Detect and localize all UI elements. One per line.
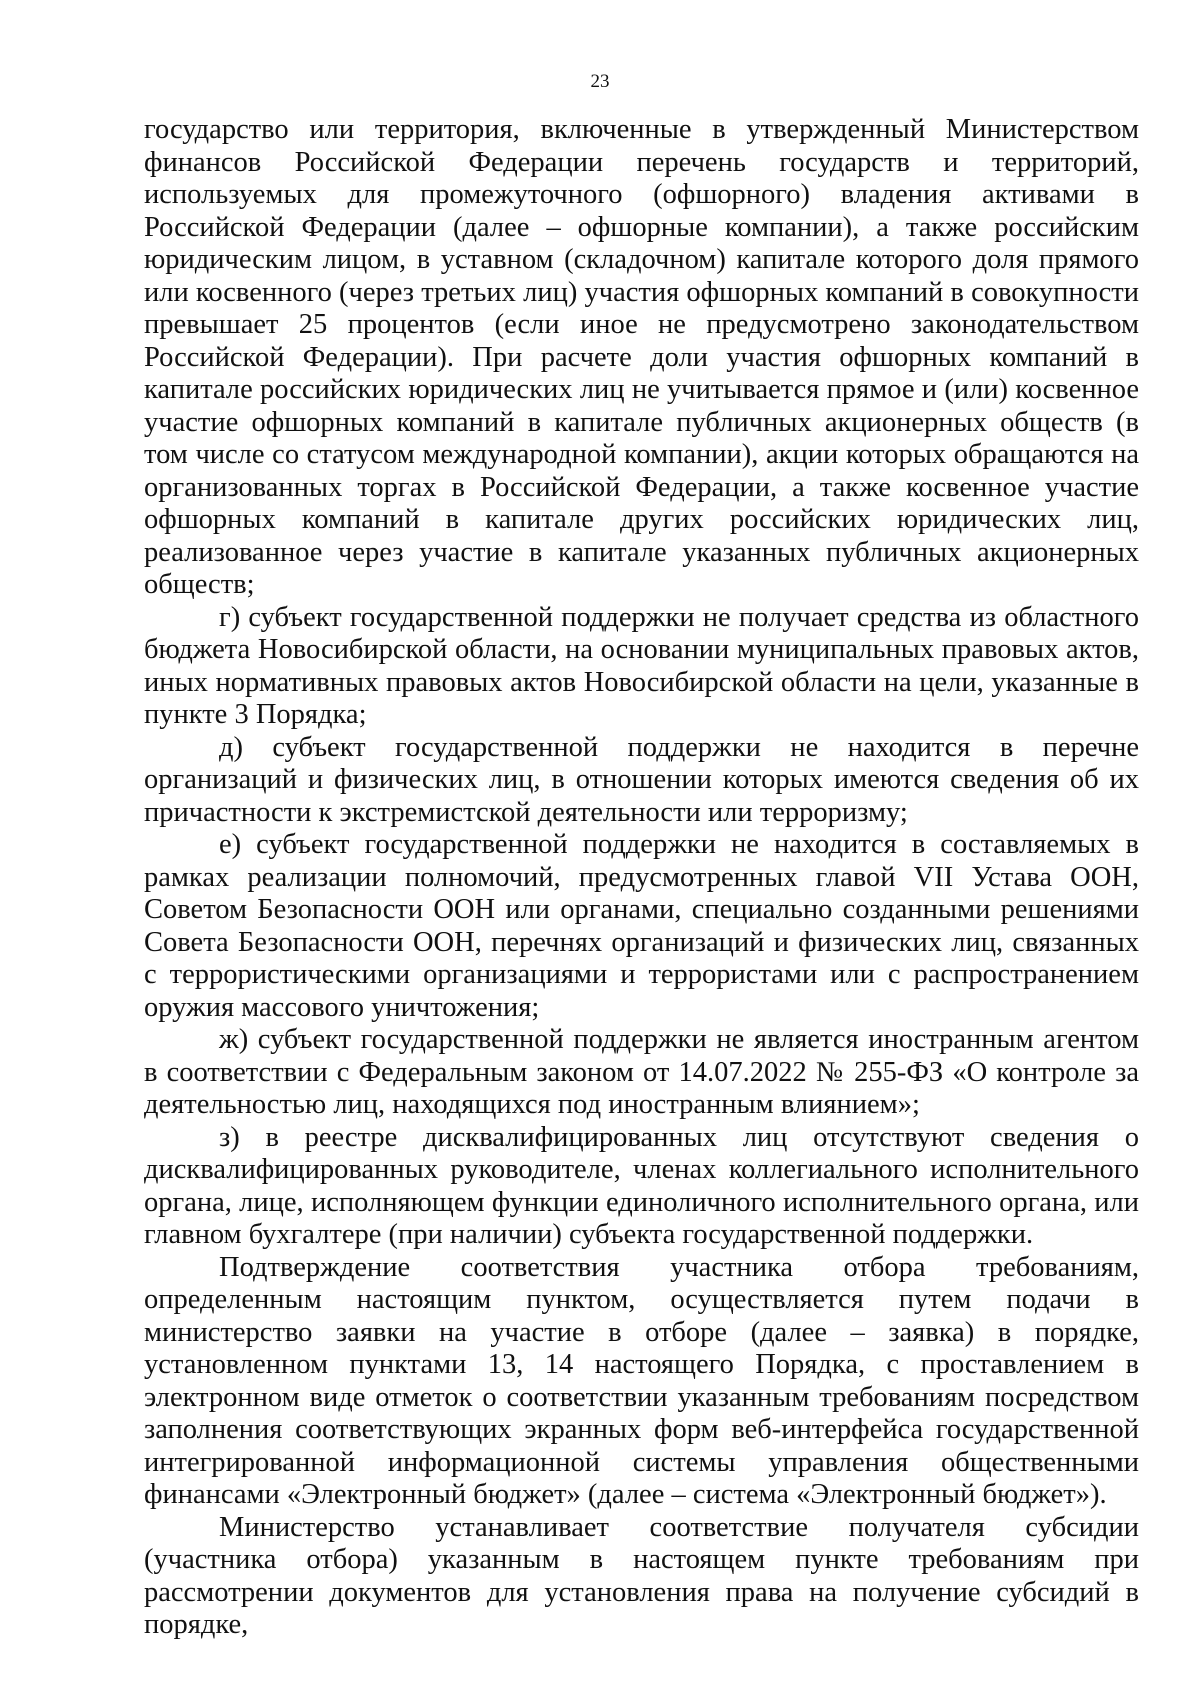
paragraph-item-g: г) субъект государственной поддержки не получает средства из областного бюджета Новосибирской области, на основании муниципальных правовых актов, иных нормативных правовых актов Новосибирской области на цели, указанные в пункте 3 Порядка; bbox=[144, 601, 1139, 730]
paragraph-offshore-companies: государство или территория, включенные в утвержденный Министерством финансов Российской Федерации перечень государств и территорий, используемых для промежуточного (офшорного) владения активами в Российской Федерации (далее – офшорные компании), а также российским юридическим лицом, в уставном (складочном) капитале которого доля прямого или косвенного (через третьих лиц) участия офшорных компаний в совокупности превышает 25 процентов (если иное не предусмотрено законодательством Российской Федерации). При расчете доли участия офшорных компаний в капитале российских юридических лиц не учитывается прямое и (или) косвенное участие офшорных компаний в капитале публичных акционерных обществ (в том числе со статусом международной компании), акции которых обращаются на организованных торгах в Российской Федерации, а также косвенное участие офшорных компаний в капитале других российских юридических лиц, реализованное через участие в капитале указанных публичных акционерных обществ; bbox=[144, 114, 1139, 600]
page-number: 23 bbox=[590, 71, 610, 92]
paragraph-ministry-establishes: Министерство устанавливает соответствие получателя субсидии (участника отбора) указанным в настоящем пункте требованиям при рассмотрении документов для установления права на получение субсидий в порядке, bbox=[144, 1511, 1139, 1640]
paragraph-item-zh: ж) субъект государственной поддержки не является иностранным агентом в соответствии с Федеральным законом от 14.07.2022 № 255-ФЗ «О контроле за деятельностью лиц, находящихся под иностранным влиянием»; bbox=[144, 1024, 1139, 1120]
paragraph-item-e: е) субъект государственной поддержки не находится в составляемых в рамках реализации полномочий, предусмотренных главой VII Устава ООН, Советом Безопасности ООН или органами, специально созданными решениями Совета Безопасности ООН, перечнях организаций и физических лиц, связанных с террористическими организациями и террористами или с распространением оружия массового уничтожения; bbox=[144, 829, 1139, 1023]
paragraph-item-d: д) субъект государственной поддержки не находится в перечне организаций и физических лиц, в отношении которых имеются сведения об их причастности к экстремистской деятельности или терроризму; bbox=[144, 731, 1139, 828]
paragraph-confirmation: Подтверждение соответствия участника отбора требованиям, определенным настоящим пунктом, осуществляется путем подачи в министерство заявки на участие в отборе (далее – заявка) в порядке, установленном пунктами 13, 14 настоящего Порядка, с проставлением в электронном виде отметок о соответствии указанным требованиям посредством заполнения соответствующих экранных форм веб-интерфейса государственной интегрированной информационной системы управления общественными финансами «Электронный бюджет» (далее – система «Электронный бюджет»). bbox=[144, 1251, 1139, 1510]
document-body bbox=[144, 114, 1139, 1642]
paragraph-item-z: з) в реестре дисквалифицированных лиц отсутствуют сведения о дисквалифицированных руководителе, членах коллегиального исполнительного органа, лице, исполняющем функции единоличного исполнительного органа, или главном бухгалтере (при наличии) субъекта государственной поддержки. bbox=[144, 1121, 1139, 1250]
